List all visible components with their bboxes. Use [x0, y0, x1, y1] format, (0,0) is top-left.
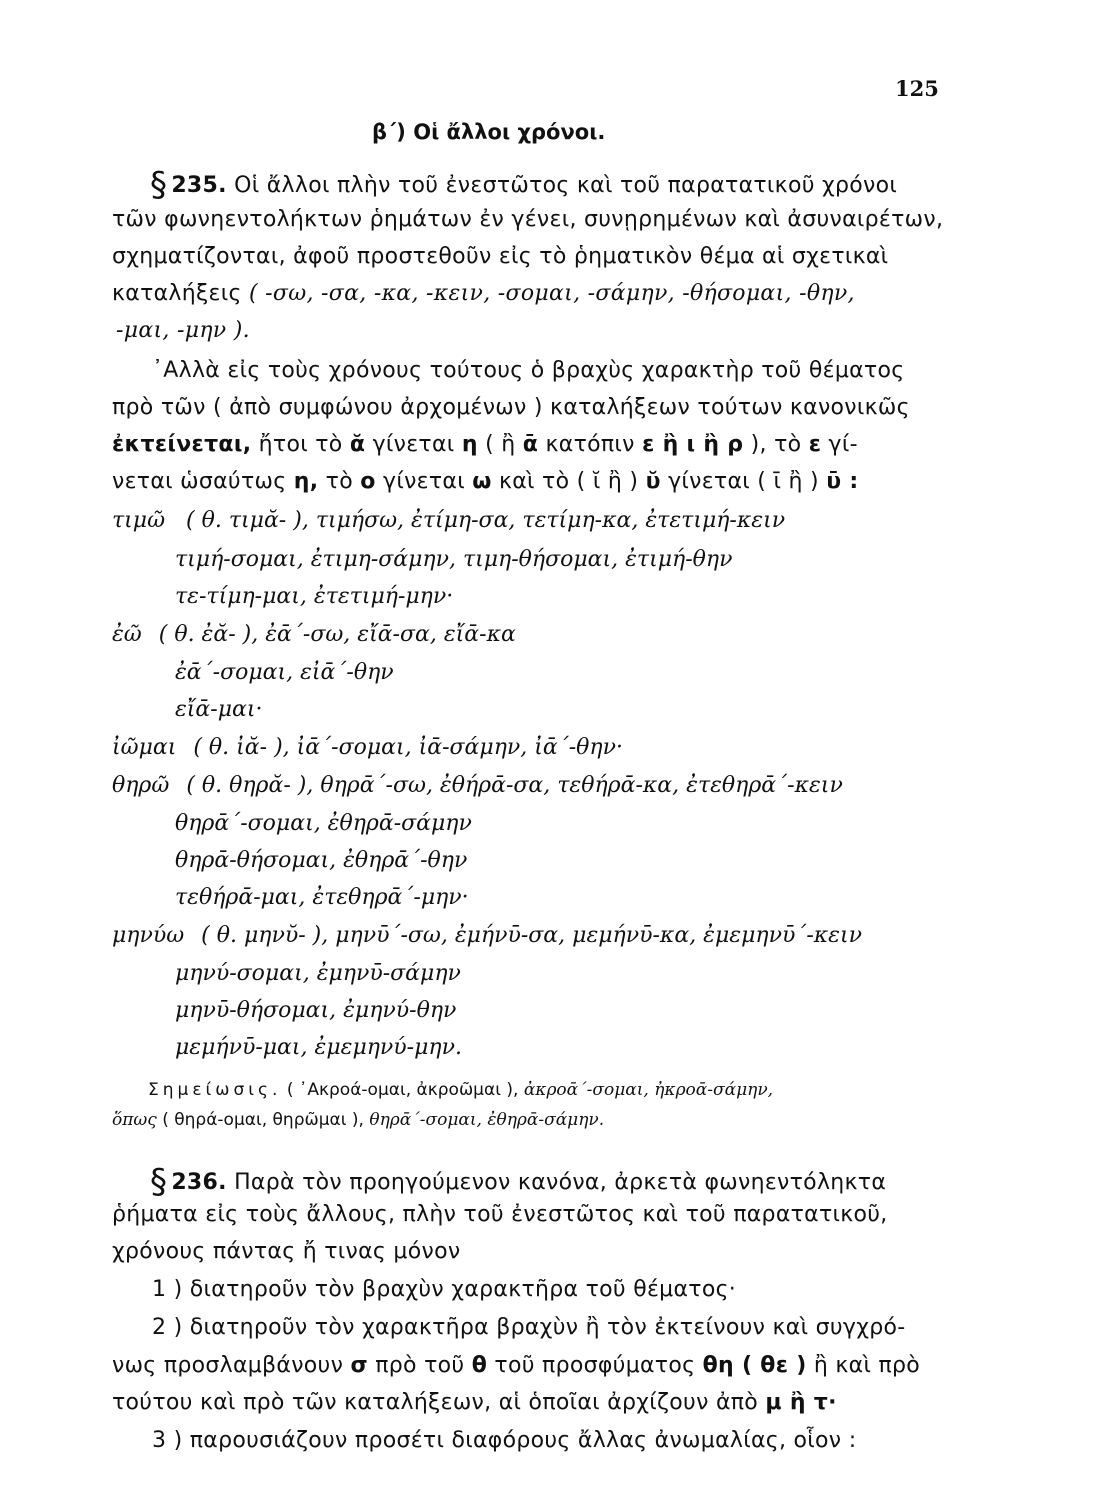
text: νως προσλαμβάνουν — [112, 1353, 344, 1378]
list-item-1: 1 ) διατηροῦν τὸν βραχὺν χαρακτῆρα τοῦ θέματος· — [152, 1277, 737, 1302]
para-text: Παρὰ τὸν προηγούμενον κανόνα, ἀρκετὰ φωνηεντόληκτα — [234, 1170, 887, 1195]
list-item-2: 2 ) διατηροῦν τὸν χαρακτῆρα βραχὺν ἢ τὸν ἐκτείνουν καὶ συγχρό- — [152, 1315, 906, 1340]
note-forms: ἀκροᾱ΄-σομαι, ἠκροᾱ-σάμην, — [523, 1080, 774, 1100]
paradigm-timo-line2: τιμή-σομαι, ἐτιμη-σάμην, τιμη-θήσομαι, ἐτιμή-θην — [175, 547, 733, 572]
verb-lemma: ἐῶ — [112, 622, 142, 647]
paradigm-timo-line1 — [112, 508, 785, 533]
paradigm-eo-line3: εἴᾱ-μαι· — [175, 697, 263, 722]
paradigm-menyo-line3: μηνῡ-θήσομαι, ἐμηνύ-θην — [175, 998, 457, 1023]
list-item-2-cont2 — [112, 1390, 837, 1415]
text: τούτου καὶ πρὸ τῶν καταλήξεων, αἱ ὁποῖαι ἀρχίζουν ἀπὸ — [112, 1390, 759, 1415]
para235-line4 — [112, 281, 855, 306]
letter: η — [461, 432, 478, 457]
list-item-3: 3 ) παρουσιάζουν προσέτι διαφόρους ἄλλας ἀνωμαλίας, οἷον : — [152, 1428, 857, 1453]
para-text: Οἱ ἄλλοι πλὴν τοῦ ἐνεστῶτος καὶ τοῦ παρατατικοῦ χρόνοι — [234, 173, 898, 198]
text: τὸ — [325, 469, 353, 494]
paradigm-menyo-line1 — [112, 923, 862, 948]
para235-line3: σχηματίζονται, ἀφοῦ προστεθοῦν εἰς τὸ ῥηματικὸν θέμα αἱ σχετικαὶ — [112, 244, 889, 269]
text: πρὸ τοῦ — [375, 1353, 465, 1378]
para-number: 236. — [171, 1170, 227, 1195]
letter: ω — [472, 469, 492, 494]
emphasis: ἐκτείνεται, — [112, 432, 252, 457]
letter: ᾰ — [349, 432, 366, 457]
paradigm-timo-line3: τε-τίμη-μαι, ἐτετιμή-μην· — [175, 584, 454, 609]
verb-lemma: ἰῶμαι — [112, 735, 177, 760]
text: καὶ τὸ ( ῐ ἢ ) — [498, 469, 639, 494]
para-number: 235. — [171, 173, 227, 198]
letter: η, — [293, 469, 319, 494]
letter: ᾱ — [522, 432, 539, 457]
page-number: 125 — [895, 76, 939, 101]
para235-line7: πρὸ τῶν ( ἀπὸ συμφώνου ἀρχομένων ) καταλήξεων τούτων κανονικῶς — [112, 395, 910, 420]
para235-line8 — [112, 432, 858, 457]
text: ), τὸ — [750, 432, 802, 457]
note-text: ( ᾽Ακροά-ομαι, ἀκροῶμαι ), — [286, 1080, 519, 1100]
endings-list: ( -σω, -σα, -κα, -κειν, -σομαι, -σάμην, -θήσομαι, -θην, — [249, 281, 855, 306]
para235-line5: -μαι, -μην ). — [116, 318, 250, 343]
letter: ε ἢ ι ἢ ρ — [642, 432, 744, 457]
letter: ε — [808, 432, 822, 457]
note-label: Σημείωσις. — [148, 1080, 282, 1100]
verb-stem: ( θ. θηρᾰ- ), — [186, 773, 314, 798]
letter: ῠ — [645, 469, 661, 494]
para235-line1 — [150, 165, 897, 205]
verb-forms: θηρᾱ΄-σω, ἐθήρᾱ-σα, τεθήρᾱ-κα, ἐτεθηρᾱ΄-κειν — [320, 773, 843, 798]
note-forms: θηρᾱ΄-σομαι, ἐθηρᾱ-σάμην. — [369, 1110, 605, 1130]
note-line2 — [112, 1110, 604, 1130]
note-line1 — [148, 1080, 773, 1100]
letter: ῡ : — [826, 469, 859, 494]
letter: θη ( θε ) — [702, 1353, 807, 1378]
section-mark: § — [150, 1162, 168, 1202]
verb-forms: μηνῡ΄-σω, ἐμήνῡ-σα, μεμήνῡ-κα, ἐμεμηνῡ΄-κειν — [335, 923, 862, 948]
verb-stem: ( θ. μηνῠ- ), — [201, 923, 329, 948]
text: νεται ὡσαύτως — [112, 469, 287, 494]
verb-stem: ( θ. ἐᾰ- ), — [158, 622, 259, 647]
para236-line2: ῥήματα εἰς τοὺς ἄλλους, πλὴν τοῦ ἐνεστῶτος καὶ τοῦ παρατατικοῦ, — [112, 1202, 888, 1227]
paradigm-eo-line1 — [112, 622, 516, 647]
text: γίνεται ( ῑ ἢ ) — [668, 469, 819, 494]
para236-line3: χρόνους πάντας ἤ τινας μόνον — [112, 1239, 461, 1264]
paradigm-thero-line1 — [112, 773, 843, 798]
verb-forms: τιμήσω, ἐτίμη-σα, τετίμη-κα, ἐτετιμή-κειν — [315, 508, 786, 533]
paradigm-menyo-line4: μεμήνῡ-μαι, ἐμεμηνύ-μην. — [175, 1035, 462, 1060]
section-mark: § — [150, 165, 168, 205]
paradigm-thero-line2: θηρᾱ΄-σομαι, ἐθηρᾱ-σάμην — [175, 811, 472, 836]
verb-lemma: θηρῶ — [112, 773, 170, 798]
verb-forms: ἰᾱ΄-σομαι, ἰᾱ-σάμην, ἰᾱ΄-θην· — [296, 735, 623, 760]
text: γίνεται — [383, 469, 465, 494]
para236-line1 — [150, 1162, 886, 1202]
verb-lemma: τιμῶ — [112, 508, 166, 533]
verb-stem: ( θ. τιμᾰ- ), — [186, 508, 309, 533]
verb-stem: ( θ. ἰᾰ- ), — [193, 735, 290, 760]
verb-forms: ἐᾱ΄-σω, εἴᾱ-σα, εἴᾱ-κα — [265, 622, 516, 647]
letter: μ ἢ τ· — [765, 1390, 837, 1415]
verb-lemma: μηνύω — [112, 923, 185, 948]
text: τοῦ προσφύματος — [494, 1353, 696, 1378]
section-title: β΄) Οἱ ἄλλοι χρόνοι. — [372, 120, 606, 144]
paradigm-iomai-line1 — [112, 735, 623, 760]
text: ἢ καὶ πρὸ — [813, 1353, 921, 1378]
paradigm-thero-line3: θηρᾱ-θήσομαι, ἐθηρᾱ΄-θην — [175, 848, 468, 873]
text: γίνεται — [372, 432, 455, 457]
list-item-2-cont1 — [112, 1353, 920, 1378]
note-text: ( θηρά-ομαι, θηρῶμαι ), — [162, 1110, 364, 1130]
note-text: ὅπως — [112, 1110, 157, 1130]
letter: σ — [350, 1353, 368, 1378]
text: κατόπιν — [545, 432, 635, 457]
text: ( ἢ — [485, 432, 516, 457]
para235-line9 — [112, 469, 858, 494]
para-text: καταλήξεις — [112, 281, 242, 306]
text: γί- — [828, 432, 858, 457]
letter: θ — [471, 1353, 488, 1378]
para235-line6: ᾿Αλλὰ εἰς τοὺς χρόνους τούτους ὁ βραχὺς χαρακτὴρ τοῦ θέματος — [152, 358, 905, 383]
text: ἤτοι τὸ — [258, 432, 343, 457]
paradigm-eo-line2: ἐᾱ΄-σομαι, εἰᾱ΄-θην — [175, 660, 394, 685]
paradigm-menyo-line2: μηνύ-σομαι, ἐμηνῡ-σάμην — [175, 961, 461, 986]
paradigm-thero-line4: τεθήρᾱ-μαι, ἐτεθηρᾱ΄-μην· — [175, 885, 469, 910]
para235-line2: τῶν φωνηεντολήκτων ῥημάτων ἐν γένει, συνῃρημένων καὶ ἀσυναιρέτων, — [112, 207, 944, 232]
letter: ο — [360, 469, 376, 494]
